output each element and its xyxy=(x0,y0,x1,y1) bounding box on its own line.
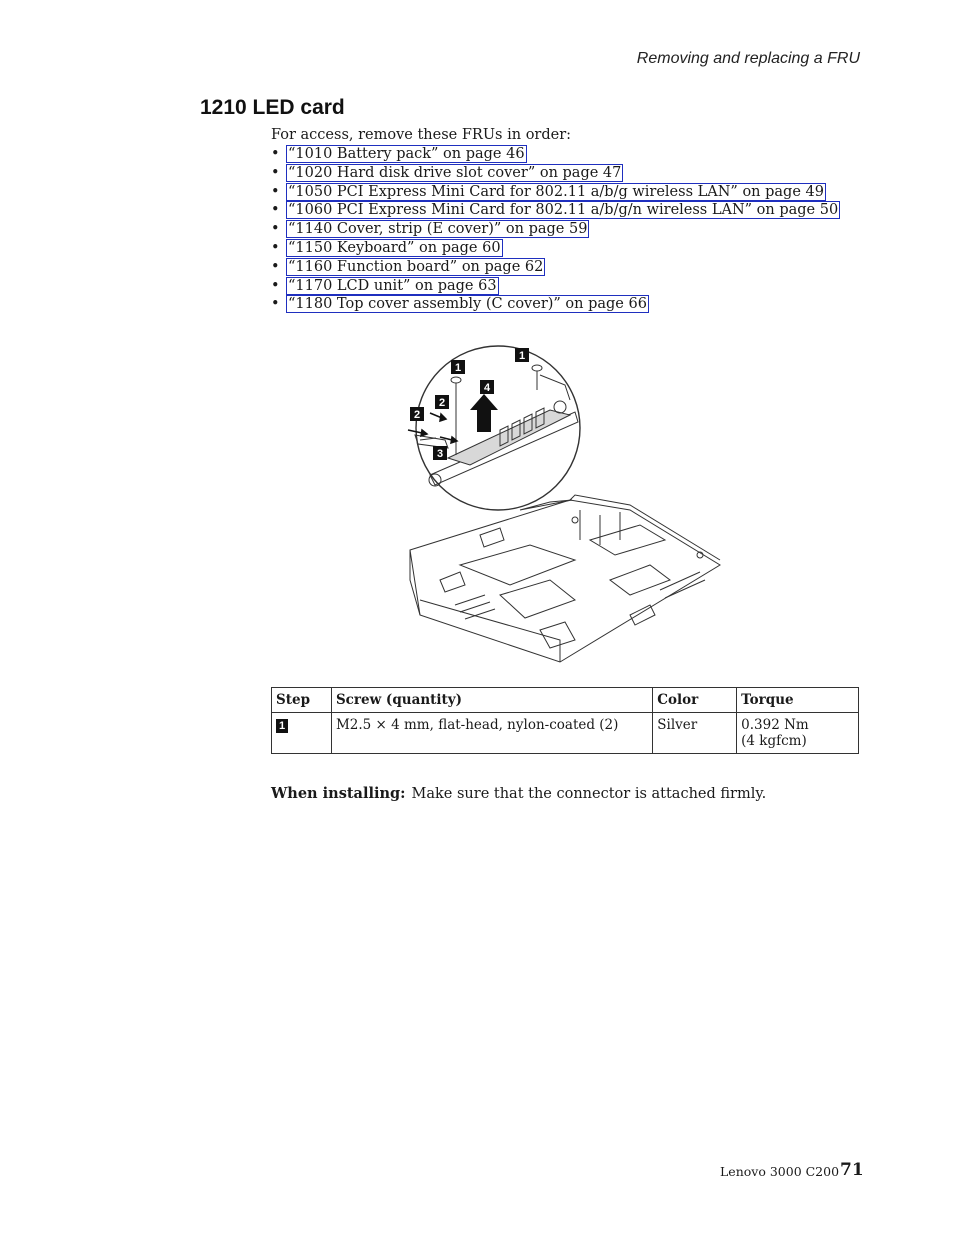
list-item xyxy=(271,164,840,183)
led-card-removal-illustration xyxy=(400,340,730,670)
running-header: Removing and replacing a FRU xyxy=(636,50,860,67)
fru-link-battery-pack[interactable]: “1010 Battery pack” on page 46 xyxy=(288,146,525,162)
fru-link-function-board[interactable]: “1160 Function board” on page 62 xyxy=(288,258,544,275)
bullet: • xyxy=(271,258,280,275)
access-intro: For access, remove these FRUs in order: xyxy=(271,127,572,143)
installing-note-text: Make sure that the connector is attached firmly. xyxy=(411,786,767,802)
svg-text:4: 4 xyxy=(483,382,491,394)
bullet: • xyxy=(271,183,280,200)
callout-badge-1a xyxy=(451,360,465,374)
list-item xyxy=(271,201,840,220)
svg-text:3: 3 xyxy=(436,448,444,460)
fru-link-hdd-slot-cover[interactable]: “1020 Hard disk drive slot cover” on page 47 xyxy=(288,164,622,181)
zoom-circle xyxy=(413,346,580,510)
callout-badge-2a xyxy=(435,395,449,409)
callout-badge-1b xyxy=(515,348,529,362)
screw-table xyxy=(271,687,859,754)
callout-badge-2b xyxy=(410,407,424,421)
fru-link-top-cover[interactable]: “1180 Top cover assembly (C cover)” on page 66 xyxy=(288,296,647,313)
fru-prerequisite-list xyxy=(271,145,840,314)
bullet: • xyxy=(271,221,280,238)
step-cell xyxy=(272,713,332,754)
list-item xyxy=(271,258,840,277)
svg-text:1: 1 xyxy=(454,362,462,374)
column-header-torque: Torque xyxy=(737,688,859,713)
svg-text:1: 1 xyxy=(518,350,526,362)
bullet: • xyxy=(271,239,280,256)
table-header-row xyxy=(272,688,859,713)
color-cell: Silver xyxy=(653,713,737,754)
fru-link-mini-card-abg[interactable]: “1050 PCI Express Mini Card for 802.11 a/b/g wireless LAN” on page 49 xyxy=(288,183,824,200)
callout-badge-4 xyxy=(480,380,494,394)
list-item xyxy=(271,220,840,239)
torque-alt-value: (4 kgfcm) xyxy=(741,733,807,749)
svg-text:2: 2 xyxy=(413,409,421,421)
bullet: • xyxy=(271,202,280,219)
screw-cell: M2.5 × 4 mm, flat-head, nylon-coated (2) xyxy=(331,713,652,754)
callout-badge-3 xyxy=(433,446,447,460)
bullet: • xyxy=(271,146,280,162)
footer-product-name: Lenovo 3000 C200 xyxy=(720,1164,840,1179)
section-title: 1210 LED card xyxy=(200,96,345,119)
step-badge: 1 xyxy=(276,719,288,733)
torque-value: 0.392 Nm xyxy=(741,717,809,733)
column-header-screw: Screw (quantity) xyxy=(331,688,652,713)
list-item xyxy=(271,239,840,258)
bullet: • xyxy=(271,164,280,181)
list-item xyxy=(271,183,840,202)
fru-link-keyboard[interactable]: “1150 Keyboard” on page 60 xyxy=(288,239,501,256)
fru-link-lcd-unit[interactable]: “1170 LCD unit” on page 63 xyxy=(288,277,497,294)
torque-cell xyxy=(737,713,859,754)
list-item xyxy=(271,295,840,314)
column-header-color: Color xyxy=(653,688,737,713)
column-header-step: Step xyxy=(272,688,332,713)
bullet: • xyxy=(271,277,280,294)
laptop-base-drawing xyxy=(410,495,720,662)
table-row xyxy=(272,713,859,754)
svg-text:2: 2 xyxy=(438,397,446,409)
page-number: 71 xyxy=(840,1160,864,1180)
installing-note xyxy=(271,785,766,802)
list-item xyxy=(271,277,840,296)
installing-note-label: When installing: xyxy=(271,785,406,802)
bullet: • xyxy=(271,296,280,313)
fru-link-mini-card-abgn[interactable]: “1060 PCI Express Mini Card for 802.11 a/b/g/n wireless LAN” on page 50 xyxy=(288,202,839,219)
fru-link-cover-strip[interactable]: “1140 Cover, strip (E cover)” on page 59 xyxy=(288,221,588,238)
list-item xyxy=(271,145,840,164)
